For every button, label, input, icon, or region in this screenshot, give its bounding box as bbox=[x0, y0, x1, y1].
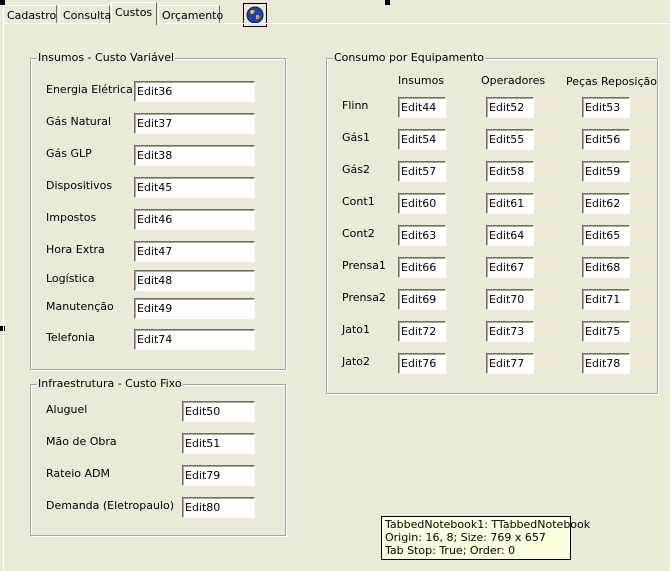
tooltip-line-3: Tab Stop: True; Order: 0 bbox=[385, 544, 516, 557]
globe-icon bbox=[246, 6, 264, 24]
variable-cost-label: Telefonia bbox=[46, 331, 95, 344]
equipment-input[interactable]: Edit67 bbox=[486, 257, 534, 278]
variable-cost-input[interactable]: Edit37 bbox=[134, 113, 255, 134]
equipment-input[interactable]: Edit52 bbox=[486, 97, 534, 118]
designer-tooltip bbox=[381, 516, 591, 560]
equipment-input[interactable]: Edit56 bbox=[582, 129, 630, 150]
equipment-input[interactable]: Edit68 bbox=[582, 257, 630, 278]
equipment-input[interactable]: Edit54 bbox=[398, 129, 446, 150]
equipment-input[interactable]: Edit77 bbox=[486, 353, 534, 374]
fixed-cost-label: Mão de Obra bbox=[46, 435, 117, 448]
equipment-label: Prensa1 bbox=[342, 259, 386, 272]
equipment-input[interactable]: Edit71 bbox=[582, 289, 630, 310]
variable-cost-label: Dispositivos bbox=[46, 179, 113, 192]
fixed-cost-label: Aluguel bbox=[46, 403, 88, 416]
tab-cadastro[interactable]: Cadastro bbox=[3, 5, 57, 24]
fixed-cost-input[interactable]: Edit50 bbox=[182, 401, 255, 422]
equipment-input[interactable]: Edit72 bbox=[398, 321, 446, 342]
equipment-input[interactable]: Edit63 bbox=[398, 225, 446, 246]
equipment-input[interactable]: Edit75 bbox=[582, 321, 630, 342]
equipment-label: Cont2 bbox=[342, 227, 375, 240]
variable-cost-input[interactable]: Edit36 bbox=[134, 81, 255, 102]
variable-cost-input[interactable]: Edit49 bbox=[134, 298, 255, 319]
equipment-input[interactable]: Edit76 bbox=[398, 353, 446, 374]
tab-orcamento[interactable]: Orçamento bbox=[158, 5, 220, 24]
equipment-input[interactable]: Edit61 bbox=[486, 193, 534, 214]
equipment-input[interactable]: Edit62 bbox=[582, 193, 630, 214]
equipment-label: Gás1 bbox=[342, 131, 370, 144]
variable-cost-input[interactable]: Edit74 bbox=[134, 329, 255, 350]
variable-cost-label: Gás GLP bbox=[46, 147, 92, 160]
selection-handle bbox=[385, 0, 390, 5]
variable-cost-input[interactable]: Edit46 bbox=[134, 209, 255, 230]
equipment-input[interactable]: Edit55 bbox=[486, 129, 534, 150]
equipment-input[interactable]: Edit53 bbox=[582, 97, 630, 118]
variable-cost-label: Gás Natural bbox=[46, 115, 112, 128]
equipment-input[interactable]: Edit57 bbox=[398, 161, 446, 182]
equipment-title: Consumo por Equipamento bbox=[334, 51, 484, 64]
fixed-cost-label: Rateio ADM bbox=[46, 467, 110, 480]
selection-handle bbox=[0, 0, 5, 5]
equipment-label: Jato1 bbox=[342, 323, 371, 336]
variable-cost-input[interactable]: Edit45 bbox=[134, 177, 255, 198]
equipment-label: Prensa2 bbox=[342, 291, 386, 304]
equipment-label: Cont1 bbox=[342, 195, 375, 208]
variable-cost-label: Hora Extra bbox=[46, 243, 105, 256]
variable-cost-input[interactable]: Edit47 bbox=[134, 241, 255, 262]
equipment-input[interactable]: Edit44 bbox=[398, 97, 446, 118]
equipment-input[interactable]: Edit59 bbox=[582, 161, 630, 182]
header-pecas-reposicao: Peças Reposição bbox=[566, 75, 657, 88]
equipment-label: Jato2 bbox=[342, 355, 371, 368]
equipment-input[interactable]: Edit70 bbox=[486, 289, 534, 310]
tooltip-line-2: Origin: 16, 8; Size: 769 x 657 bbox=[385, 531, 546, 544]
header-operadores: Operadores bbox=[481, 74, 546, 87]
equipment-input[interactable]: Edit58 bbox=[486, 161, 534, 182]
tooltip-line-1: TabbedNotebook1: TTabbedNotebook bbox=[385, 518, 591, 531]
equipment-label: Gás2 bbox=[342, 163, 370, 176]
equipment-input[interactable]: Edit66 bbox=[398, 257, 446, 278]
fixed-cost-title: Infraestrutura - Custo Fixo bbox=[38, 377, 182, 390]
variable-cost-label: Logística bbox=[46, 272, 95, 285]
fixed-cost-input[interactable]: Edit79 bbox=[182, 465, 255, 486]
variable-cost-title: Insumos - Custo Variável bbox=[38, 51, 175, 64]
equipment-input[interactable]: Edit65 bbox=[582, 225, 630, 246]
fixed-cost-label: Demanda (Eletropaulo) bbox=[46, 499, 175, 512]
fixed-cost-input[interactable]: Edit51 bbox=[182, 433, 255, 454]
equipment-input[interactable]: Edit60 bbox=[398, 193, 446, 214]
equipment-input[interactable]: Edit64 bbox=[486, 225, 534, 246]
variable-cost-label: Impostos bbox=[46, 211, 97, 224]
tab-consulta[interactable]: Consulta bbox=[59, 5, 110, 24]
variable-cost-label: Manutenção bbox=[46, 300, 114, 313]
header-insumos: Insumos bbox=[398, 74, 445, 87]
variable-cost-input[interactable]: Edit48 bbox=[134, 270, 255, 291]
equipment-input[interactable]: Edit69 bbox=[398, 289, 446, 310]
variable-cost-label: Energia Elétrica bbox=[46, 83, 133, 96]
variable-cost-input[interactable]: Edit38 bbox=[134, 145, 255, 166]
tab-custos[interactable]: Custos bbox=[111, 2, 157, 25]
equipment-label: Flinn bbox=[342, 99, 369, 112]
equipment-input[interactable]: Edit73 bbox=[486, 321, 534, 342]
equipment-input[interactable]: Edit78 bbox=[582, 353, 630, 374]
fixed-cost-input[interactable]: Edit80 bbox=[182, 497, 255, 518]
